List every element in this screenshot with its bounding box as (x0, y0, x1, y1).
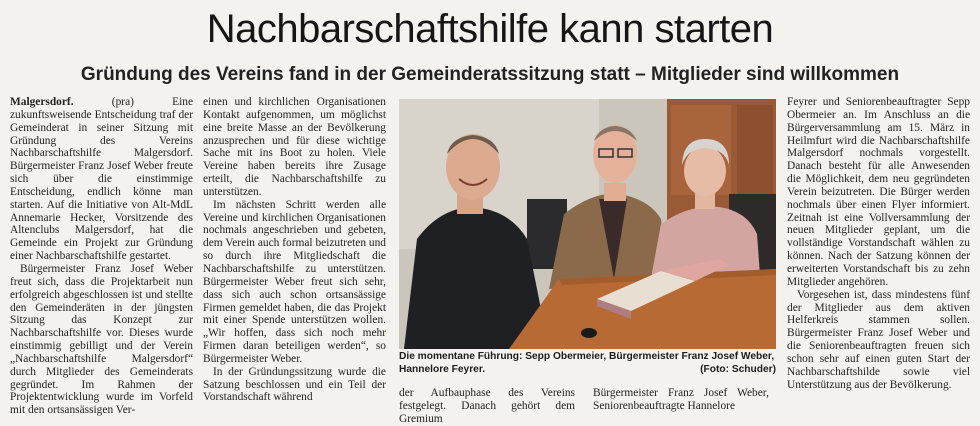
caption-text: Hannelore Feyrer. (399, 363, 486, 375)
paragraph: Bürgermeister Franz Josef Weber, Seniorenbeauftragte Hannelore (593, 387, 769, 412)
photo-credit: (Foto: Schuder) (700, 363, 776, 375)
article-column-4 (787, 96, 970, 391)
paragraph: In der Gründungssitzung wurde die Satzung beschlossen und ein Teil der Vorstandschaft während (203, 365, 386, 404)
article-column-2 (203, 96, 386, 404)
paragraph (10, 96, 193, 263)
paragraph: Vorgesehen ist, dass mindestens fünf der Mitglieder aus dem aktiven Helferkreis stammen sollen. Bürgermeister Franz Josef Weber und die Seniorenbeauftragten freuen sich schon sehr auf einen guten Start der Nachbarschaftshilde sowie viel Unterstützung aus der Bevölkerung. (787, 288, 970, 391)
article-column-3a (399, 387, 575, 426)
caption-line: Die momentane Führung: Sepp Obermeier, Bürgermeister Franz Josef Weber, (399, 351, 775, 362)
article-column-1 (10, 96, 193, 417)
paragraph: der Aufbauphase des Vereins festgelegt. Danach gehört dem Gremium (399, 387, 575, 425)
subheadline: Gründung des Vereins fand in der Gemeinderatssitzung statt – Mitglieder sind willkommen (80, 64, 900, 85)
headline: Nachbarschaftshilfe kann starten (206, 7, 774, 51)
paragraph-text: (pra) Eine zukunftsweisende Entscheidung traf der Gemeinderat in seiner Sitzung mit Gründung des Vereins Nachbarschaftshilfe Malgersdorf. Bürgermeister Franz Josef Weber freute sich über die einstimmige Entscheidung, endlich könne man starten. Auf die Initiative von Alt-MdL Annemarie Hecker, Vorsitzende des Altenclubs Malgersdorf, hat die Gemeinde ein Projekt zur Gründung einer Nachbarschaftshilfe gestartet. (10, 96, 193, 263)
paragraph: Feyrer und Seniorenbeauftragter Sepp Obermeier an. Im Anschluss an die Bürgerversammlung am 15. März in Heilmfurt wird die Nachbarschaftshilfe Malgersdorf nochmals vorgestellt. Danach besteht für alle Anwesenden die Möglichkeit, dem neu gegründeten Verein beizutreten. Die Bürger werden nochmals über einen Flyer informiert. Zeitnah ist eine Vollversammlung der neuen Mitglieder geplant, um die vollständige Vorstandschaft wählen zu können. Nach der Satzung können der erweiterten Vorstandschaft bis zu zehn Mitglieder angehören. (787, 96, 970, 288)
dateline: Malgersdorf. (10, 96, 74, 108)
photo-caption (399, 351, 776, 376)
paragraph: Bürgermeister Franz Josef Weber freut sich, dass die Projektarbeit nun erfolgreich abgeschlossen ist und stellte den Gemeinderäten in der jüngsten Sitzung das Konzept zur Nachbarschaftshilfe vor. Dieses wurde einstimmig gebilligt und der Verein „Nachbarschaftshilfe Malgersdorf“ durch Mitglieder des Gemeinderats gegründet. Im Rahmen der Projektentwicklung wurde im Vorfeld mit den ortsansässigen Ver- (10, 262, 193, 417)
paragraph: einen und kirchlichen Organisationen Kontakt aufgenommen, um möglichst eine breite Masse an der Bevölkerung anzusprechen und für diese wichtige Sache mit ins Boot zu holen. Viele Vereine haben bereits ihre Zusage erteilt, die Nachbarschaftshilfe zu unterstützen. (203, 96, 386, 198)
caption-line (399, 364, 776, 377)
article-column-3b (593, 387, 769, 413)
paragraph: Im nächsten Schritt werden alle Vereine und kirchlichen Organisationen nochmals angeschrieben und gebeten, dem Verein auch formal beizutreten und so durch ihre Mitgliedschaft die Nachbarschaftshilfe zu unterstützen. Bürgermeister Weber freut sich sehr, dass sich auch schon ortsansässige Firmen gemeldet haben, die das Projekt mit einer Spende unterstützen wollen. „Wir hoffen, dass sich noch mehr Firmen daran beteiligen werden“, so Bürgermeister Weber. (203, 198, 386, 365)
article-photo (399, 99, 776, 349)
